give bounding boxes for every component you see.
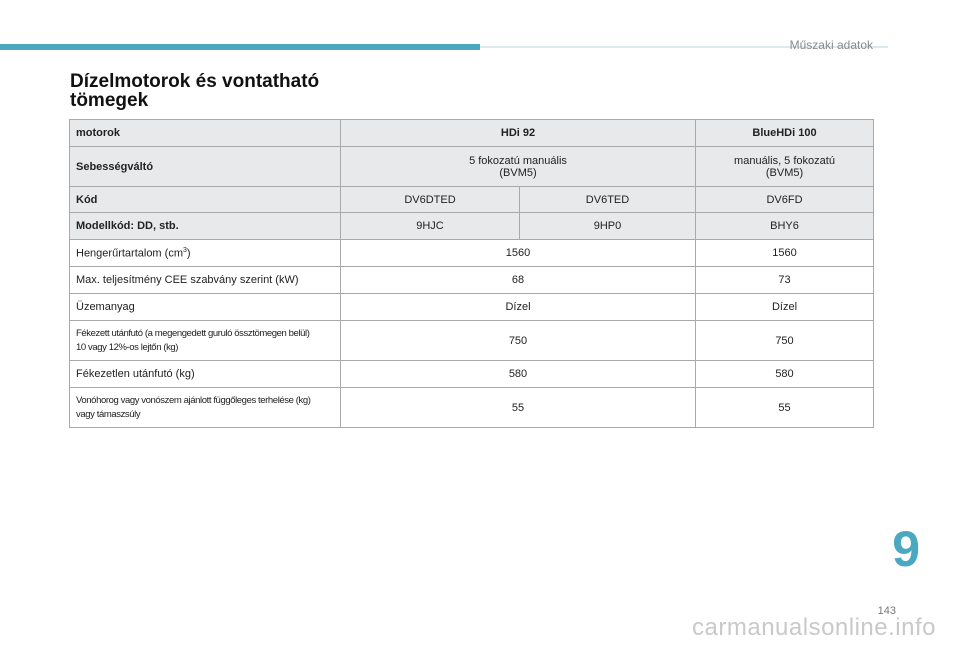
engine-spec-table <box>69 119 874 428</box>
table-row-fuel <box>70 294 874 321</box>
gearbox-engine2-line1: manuális, 5 fokozatú <box>734 154 835 167</box>
towball-value-1: 55 <box>341 388 696 428</box>
page-title <box>70 72 370 110</box>
page-title-line2: tömegek <box>70 90 149 111</box>
braked-value-2: 750 <box>696 321 874 361</box>
towball-label <box>70 388 341 428</box>
page-number: 143 <box>877 605 896 617</box>
fuel-label: Üzemanyag <box>70 294 341 321</box>
table-row-displacement <box>70 240 874 267</box>
watermark: carmanualsonline.info <box>692 614 936 641</box>
header-engine2: BlueHDi 100 <box>696 120 874 147</box>
unbraked-value-2: 580 <box>696 361 874 388</box>
fuel-value-2: Dízel <box>696 294 874 321</box>
displacement-value-2: 1560 <box>696 240 874 267</box>
gearbox-engine1-line1: 5 fokozatú manuális <box>469 154 567 167</box>
code-value-3: DV6FD <box>696 187 874 213</box>
gearbox-engine1-line2: (BVM5) <box>499 166 537 179</box>
gearbox-engine1 <box>341 147 696 187</box>
code-value-1: DV6DTED <box>341 187 520 213</box>
gearbox-engine2-line2: (BVM5) <box>765 166 804 179</box>
table-row-towball <box>70 388 874 428</box>
braked-label <box>70 321 341 361</box>
fuel-value-1: Dízel <box>341 294 696 321</box>
section-label: Műszaki adatok <box>789 38 873 52</box>
unbraked-label: Fékezetlen utánfutó (kg) <box>70 361 341 388</box>
table-row-code <box>70 187 874 213</box>
header-accent-bar <box>0 44 480 50</box>
model-code-label: Modellkód: DD, stb. <box>70 213 341 240</box>
displacement-value-1: 1560 <box>341 240 696 267</box>
code-label: Kód <box>70 187 341 213</box>
power-label: Max. teljesítmény CEE szabvány szerint (kW) <box>70 267 341 294</box>
table-row-power <box>70 267 874 294</box>
table-row-unbraked-trailer <box>70 361 874 388</box>
power-value-2: 73 <box>696 267 874 294</box>
model-code-value-2: 9HP0 <box>520 213 696 240</box>
model-code-value-3: BHY6 <box>696 213 874 240</box>
displacement-label-end: ) <box>186 247 191 260</box>
braked-label-line2: 10 vagy 12%-os lejtőn (kg) <box>76 341 179 353</box>
chapter-number: 9 <box>892 521 920 577</box>
gearbox-engine2 <box>696 147 874 187</box>
model-code-value-1: 9HJC <box>341 213 520 240</box>
towball-label-line2: vagy támaszsúly <box>76 408 141 420</box>
displacement-label-text: Hengerűrtartalom (cm <box>76 247 183 260</box>
table-row-braked-trailer <box>70 321 874 361</box>
table-row-header <box>70 120 874 147</box>
code-value-2: DV6TED <box>520 187 696 213</box>
displacement-label-sup: 3 <box>182 246 187 254</box>
braked-value-1: 750 <box>341 321 696 361</box>
unbraked-value-1: 580 <box>341 361 696 388</box>
towball-label-line1: Vonóhorog vagy vonószem ajánlott függőleges terhelése (kg) <box>76 394 311 406</box>
header-label: motorok <box>70 120 341 147</box>
power-value-1: 68 <box>341 267 696 294</box>
table-row-gearbox <box>70 147 874 187</box>
table-row-model-code <box>70 213 874 240</box>
displacement-label <box>70 240 341 267</box>
gearbox-label: Sebességváltó <box>70 147 341 187</box>
towball-value-2: 55 <box>696 388 874 428</box>
page-title-line1: Dízelmotorok és vontatható <box>70 71 320 92</box>
header-engine1: HDi 92 <box>341 120 696 147</box>
braked-label-line1: Fékezett utánfutó (a megengedett guruló össztömegen belül) <box>76 327 310 339</box>
